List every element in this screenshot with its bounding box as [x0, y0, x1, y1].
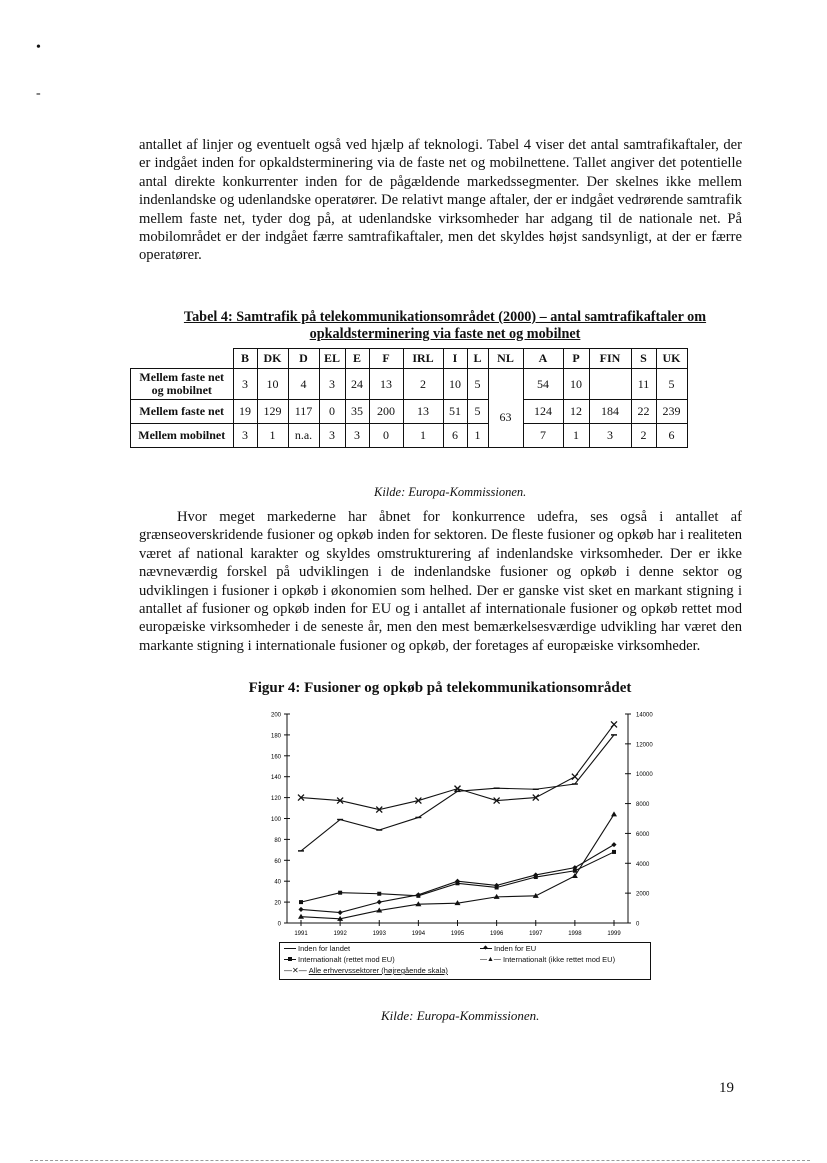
row-label: Mellem faste net og mobilnet — [131, 369, 234, 400]
table-cell — [589, 369, 631, 400]
row-label: Mellem faste net — [131, 400, 234, 424]
table-row — [131, 400, 688, 424]
table-cell: 13 — [369, 369, 403, 400]
col-header: IRL — [403, 349, 443, 369]
table-row — [131, 424, 688, 448]
x-tick-label: 1997 — [529, 931, 543, 937]
figure-source: Kilde: Europa-Kommissionen. — [381, 1008, 540, 1023]
table-cell: 239 — [656, 400, 687, 424]
col-header: F — [369, 349, 403, 369]
point-marker — [338, 891, 342, 895]
table-cell: 11 — [631, 369, 656, 400]
point-marker — [299, 900, 303, 904]
y2-tick-label: 0 — [636, 921, 640, 928]
table-cell: 117 — [288, 400, 319, 424]
point-marker — [611, 811, 617, 816]
y-tick-label: 40 — [274, 879, 281, 886]
col-header: I — [443, 349, 467, 369]
x-tick-label: 1996 — [489, 931, 504, 937]
table-cell: 6 — [443, 424, 467, 448]
col-header: A — [523, 349, 563, 369]
y-tick-label: 160 — [270, 754, 281, 761]
diamond-marker-icon — [480, 948, 492, 949]
y-tick-label: 100 — [270, 817, 281, 823]
col-header: D — [288, 349, 319, 369]
interconnection-table — [130, 348, 688, 448]
point-marker — [377, 900, 382, 905]
table-row — [131, 369, 688, 400]
table-cell: 3 — [319, 424, 345, 448]
point-marker — [572, 873, 578, 878]
table-title: Tabel 4: Samtrafik på telekommunikationsområdet (2000) – antal samtrafikaftaler om opkaldsterminering via faste net og mobilnet — [183, 309, 707, 342]
table-cell: 22 — [631, 400, 656, 424]
x-tick-label: 1999 — [607, 931, 621, 937]
triangle-marker-icon: —▲— — [480, 956, 501, 963]
table-cell: 7 — [523, 424, 563, 448]
legend-item — [284, 966, 448, 975]
table-cell: 1 — [467, 424, 488, 448]
chart-legend — [279, 942, 651, 980]
col-header: EL — [319, 349, 345, 369]
table-cell: 54 — [523, 369, 563, 400]
figure-title: Figur 4: Fusioner og opkøb på telekommunikationsområdet — [248, 680, 632, 696]
table-cell: 1 — [563, 424, 589, 448]
nl-merged-cell: 63 — [488, 369, 523, 448]
y-tick-label: 60 — [274, 858, 281, 865]
table-cell: 2 — [631, 424, 656, 448]
table-cell: 35 — [345, 400, 369, 424]
series-line — [301, 735, 614, 851]
x-tick-label: 1998 — [568, 931, 582, 937]
legend-item — [284, 955, 395, 964]
y-tick-label: 80 — [274, 837, 281, 844]
series-line — [301, 724, 614, 809]
table-cell: 129 — [257, 400, 288, 424]
table-cell: 200 — [369, 400, 403, 424]
table-cell: 10 — [563, 369, 589, 400]
table-cell: 5 — [656, 369, 687, 400]
legend-item — [480, 944, 536, 953]
table-cell: 184 — [589, 400, 631, 424]
table-cell: 3 — [233, 369, 257, 400]
point-marker — [338, 910, 343, 915]
legend-item — [284, 944, 350, 953]
table-cell: 5 — [467, 400, 488, 424]
table-cell: 12 — [563, 400, 589, 424]
table-cell: 3 — [345, 424, 369, 448]
y-tick-label: 200 — [270, 712, 281, 719]
x-marker-icon: —✕— — [284, 966, 307, 975]
x-tick-label: 1995 — [450, 931, 465, 937]
table-cell: 124 — [523, 400, 563, 424]
table-source: Kilde: Europa-Kommissionen. — [374, 485, 527, 499]
legend-item — [480, 955, 615, 964]
legend-label: Inden for landet — [298, 944, 351, 953]
table-cell: 24 — [345, 369, 369, 400]
y2-tick-label: 10000 — [636, 772, 653, 779]
table-cell: 5 — [467, 369, 488, 400]
table-cell: 3 — [233, 424, 257, 448]
table-cell: n.a. — [288, 424, 319, 448]
y-tick-label: 140 — [270, 775, 281, 782]
point-marker — [298, 914, 304, 919]
legend-label: Internationalt (rettet mod EU) — [298, 955, 395, 964]
col-header: DK — [257, 349, 288, 369]
bottom-rule — [30, 1160, 810, 1161]
table-cell: 13 — [403, 400, 443, 424]
col-header: E — [345, 349, 369, 369]
table-cell: 0 — [369, 424, 403, 448]
y2-tick-label: 4000 — [636, 861, 650, 868]
dash-marker-icon — [284, 948, 296, 949]
point-marker — [298, 907, 303, 912]
y2-tick-label: 2000 — [636, 891, 650, 898]
col-header: FIN — [589, 349, 631, 369]
x-tick-label: 1994 — [411, 931, 426, 937]
col-header: NL — [488, 349, 523, 369]
margin-dot: • — [36, 40, 41, 55]
table-cell: 10 — [257, 369, 288, 400]
intro-paragraph: antallet af linjer og eventuelt også ved hjælp af teknologi. Tabel 4 viser det antal samtrafikaftaler, der er indgået inden for opkaldsterminering via de faste net og mobilnettene. Tallet angiver det potentielle antal direkte konkurrenter inden for de pågældende markedssegmenter. Der skelnes ikke mellem indenlandske og udenlandske operatører. De relativt mange aftaler, der er indgået vedrørende samtrafik mellem faste net, tyder dog på, at udenlandske virksomheder har adgang til de nationale net. På mobilområdet er der indgået færre samtrafikaftaler, men det skyldes højst sandsynligt, at der er færre operatører. — [139, 137, 742, 264]
point-marker — [377, 892, 381, 896]
col-header: L — [467, 349, 488, 369]
y2-tick-label: 6000 — [636, 831, 650, 838]
table-cell: 3 — [319, 369, 345, 400]
table-cell: 10 — [443, 369, 467, 400]
point-marker — [611, 721, 617, 727]
legend-label: Alle erhvervssektorer (højregående skala) — [308, 966, 448, 975]
col-header: UK — [656, 349, 687, 369]
x-tick-label: 1991 — [294, 931, 308, 937]
legend-label: Inden for EU — [494, 944, 537, 953]
y-tick-label: 120 — [270, 796, 281, 803]
legend-label: Internationalt (ikke rettet mod EU) — [502, 955, 616, 964]
table-cell: 2 — [403, 369, 443, 400]
x-tick-label: 1993 — [372, 931, 386, 937]
y2-tick-label: 12000 — [636, 742, 653, 749]
y-tick-label: 0 — [277, 921, 281, 928]
table-cell: 51 — [443, 400, 467, 424]
y2-tick-label: 8000 — [636, 802, 650, 809]
col-header: B — [233, 349, 257, 369]
col-header: P — [563, 349, 589, 369]
margin-dash: - — [36, 86, 41, 101]
table-cell: 19 — [233, 400, 257, 424]
table-cell: 4 — [288, 369, 319, 400]
x-tick-label: 1992 — [333, 931, 347, 937]
y-tick-label: 180 — [270, 733, 281, 740]
col-header: S — [631, 349, 656, 369]
point-marker — [612, 850, 616, 854]
table-cell: 0 — [319, 400, 345, 424]
point-marker — [611, 842, 616, 847]
square-marker-icon — [284, 959, 296, 960]
point-marker — [572, 774, 578, 780]
y2-tick-label: 14000 — [636, 712, 653, 719]
table-cell: 1 — [403, 424, 443, 448]
line-chart — [0, 700, 827, 950]
table-cell: 1 — [257, 424, 288, 448]
table-cell: 6 — [656, 424, 687, 448]
y-tick-label: 20 — [274, 900, 281, 907]
body-paragraph: Hvor meget markederne har åbnet for konkurrence udefra, ses også i antallet af grænseoverskridende fusioner og opkøb inden for sektoren. De fleste fusioner og opkøb har i realiteten været af national karakter og skyldes omstrukturering af indenlandske virksomheder. Der er ikke nævneværdig forskel på udviklingen i de indenlandske fusioner og opkøb i denne sektor og udviklingen i fusioner i opkøb i økonomien som helhed. Der er ganske vist sket en markant stigning i antallet af fusioner og opkøb inden for EU og i antallet af internationale fusioner og opkøb rettet mod europæiske virksomheder i de seneste år, men den mest bemærkelsesværdige udvikling har været den markante stigning i internationale fusioner og opkøb, der foretages af europæiske virksomheder. — [139, 509, 742, 654]
table-cell: 3 — [589, 424, 631, 448]
series-line — [301, 852, 614, 902]
page-number: 19 — [719, 1080, 734, 1096]
row-label: Mellem mobilnet — [131, 424, 234, 448]
